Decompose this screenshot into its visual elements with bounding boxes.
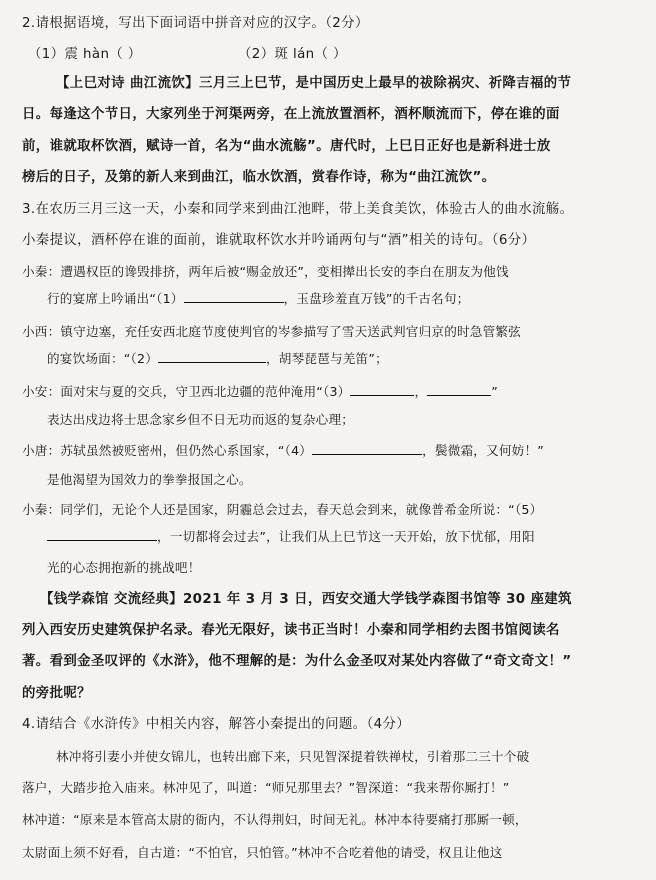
q3-xiaoqin2-text: ，一切都将会过去”，让我们从上巳节这一天开始，放下忧郁，用阳	[157, 529, 535, 544]
passage2-heading: 【钱学森馆 交流经典】	[40, 592, 183, 607]
q3-xiaoqin-text-b: ，玉盘珍羞直万钱”的千古名句；	[283, 291, 470, 306]
q3-xiaoqin-text-a: 行的宴席上吟诵出“（1）	[47, 291, 184, 306]
passage1-line-2: 日。每逢这个节日，大家列坐于河渠两旁，在上流放置酒杯，酒杯顺流而下，停在谁的面	[22, 107, 560, 122]
q4-excerpt-line-1: 林冲将引妻小并使女锦儿，也转出廊下来，只见智深提着铁禅杖，引着那二三十个破	[56, 749, 530, 764]
q3-xiaotang-text-b: ，鬓微霜，又何妨！”	[422, 443, 544, 458]
blank-1[interactable]	[184, 289, 284, 303]
q3-xiaoxi-text-a: 的宴饮场面：“（2）	[47, 351, 158, 366]
q2-item-2: （2）斑 lán（ ）	[238, 47, 347, 62]
passage1-line-1	[56, 74, 571, 94]
passage1-line-1-text: 三月三上巳节，是中国历史上最早的祓除祸灾、祈降吉福的节	[198, 76, 572, 91]
passage1-heading: 【上巳对诗 曲江流饮】	[56, 76, 199, 91]
q3-intro-line-1: 3.在农历三月三这一天，小秦和同学来到曲江池畔，带上美食美饮，体验古人的曲水流觞。	[22, 202, 574, 217]
q3-xiaoqin2-line-3: 光的心态拥抱新的挑战吧！	[47, 560, 201, 575]
q3-xiaoan-text-a: 小安：面对宋与夏的交兵，守卫西北边疆的范仲淹用“（3）	[22, 384, 351, 399]
q3-xiaoxi-line-2	[47, 349, 388, 369]
q3-intro-line-2: 小秦提议，酒杯停在谁的面前，谁就取杯饮水并吟诵两句与“酒”相关的诗句。（6分）	[22, 233, 536, 248]
passage1-line-4: 榜后的日子，及第的新人来到曲江，临水饮酒，赏春作诗，称为“曲江流饮”。	[22, 170, 496, 185]
q3-xiaoqin-line-1: 小秦：遭遇权臣的谗毁排挤，两年后被“赐金放还”，变相撵出长安的李白在朋友为他饯	[22, 264, 509, 279]
q2-title: 2.请根据语境，写出下面词语中拼音对应的汉字。（2分）	[22, 16, 369, 31]
q4-excerpt-line-3: 林冲道：“原来是本管高太尉的衙内，不认得荆妇，时间无礼。林冲本待要痛打那厮一顿，	[22, 812, 528, 827]
passage2-line-1-text: 2021 年 3 月 3 日，西安交通大学钱学森图书馆等 30 座建筑	[182, 592, 572, 607]
passage2-line-3: 著。看到金圣叹评的《水浒》，他不理解的是：为什么金圣叹对某处内容做了“奇文奇文！”	[22, 654, 572, 669]
passage1-line-3: 前，谁就取杯饮酒，赋诗一首，名为“曲水流觞”。唐代时，上巳日正好也是新科进士放	[22, 139, 551, 154]
passage2-line-2: 列入西安历史建筑保护名录。春光无限好，读书正当时！小秦和同学相约去图书馆阅读名	[22, 623, 560, 638]
q3-xiaoan-text-b: ，	[414, 384, 428, 399]
passage2-line-1	[40, 590, 572, 610]
q3-xiaoan-text-c: ”	[491, 384, 499, 399]
q3-xiaoqin2-line-2	[47, 527, 535, 547]
q3-xiaotang-text-a: 小唐：苏轼虽然被贬密州，但仍然心系国家，“（4）	[22, 443, 313, 458]
q3-xiaoxi-text-b: ，胡琴琵琶与羌笛”；	[266, 351, 388, 366]
q3-xiaoqin2-line-1: 小秦：同学们，无论个人还是国家，阴霾总会过去，春天总会到来，就像普希金所说：“（5）	[22, 502, 543, 517]
q4-title: 4.请结合《水浒传》中相关内容，解答小秦提出的问题。（4分）	[22, 717, 411, 732]
q3-xiaoan-line-1	[22, 382, 498, 402]
blank-3a[interactable]	[350, 382, 414, 396]
q3-xiaoan-line-2: 表达出戍边将士思念家乡但不日无功而返的复杂心理；	[47, 412, 355, 427]
blank-4[interactable]	[312, 441, 422, 455]
q3-xiaotang-line-1	[22, 441, 544, 461]
q3-xiaotang-line-2: 是他渴望为国效力的拳拳报国之心。	[47, 472, 252, 487]
blank-5[interactable]	[47, 527, 157, 541]
blank-2[interactable]	[158, 349, 266, 363]
q3-xiaoqin-line-2	[47, 289, 469, 309]
q2-item-1: （1）震 hàn（ ）	[28, 47, 142, 62]
blank-3b[interactable]	[427, 382, 491, 396]
passage2-line-4: 的旁批呢？	[22, 686, 91, 701]
q4-excerpt-line-2: 落户，大踏步抢入庙来。林冲见了，叫道：“师兄那里去？”智深道：“我来帮你厮打！”	[22, 780, 510, 795]
q4-excerpt-line-4: 太尉面上须不好看，自古道：“不怕官，只怕管。”林冲不合吃着他的请受，权且让他这	[22, 845, 503, 860]
q3-xiaoxi-line-1: 小西：镇守边塞，充任安西北庭节度使判官的岑参描写了雪天送武判官归京的时急管繁弦	[22, 324, 521, 339]
